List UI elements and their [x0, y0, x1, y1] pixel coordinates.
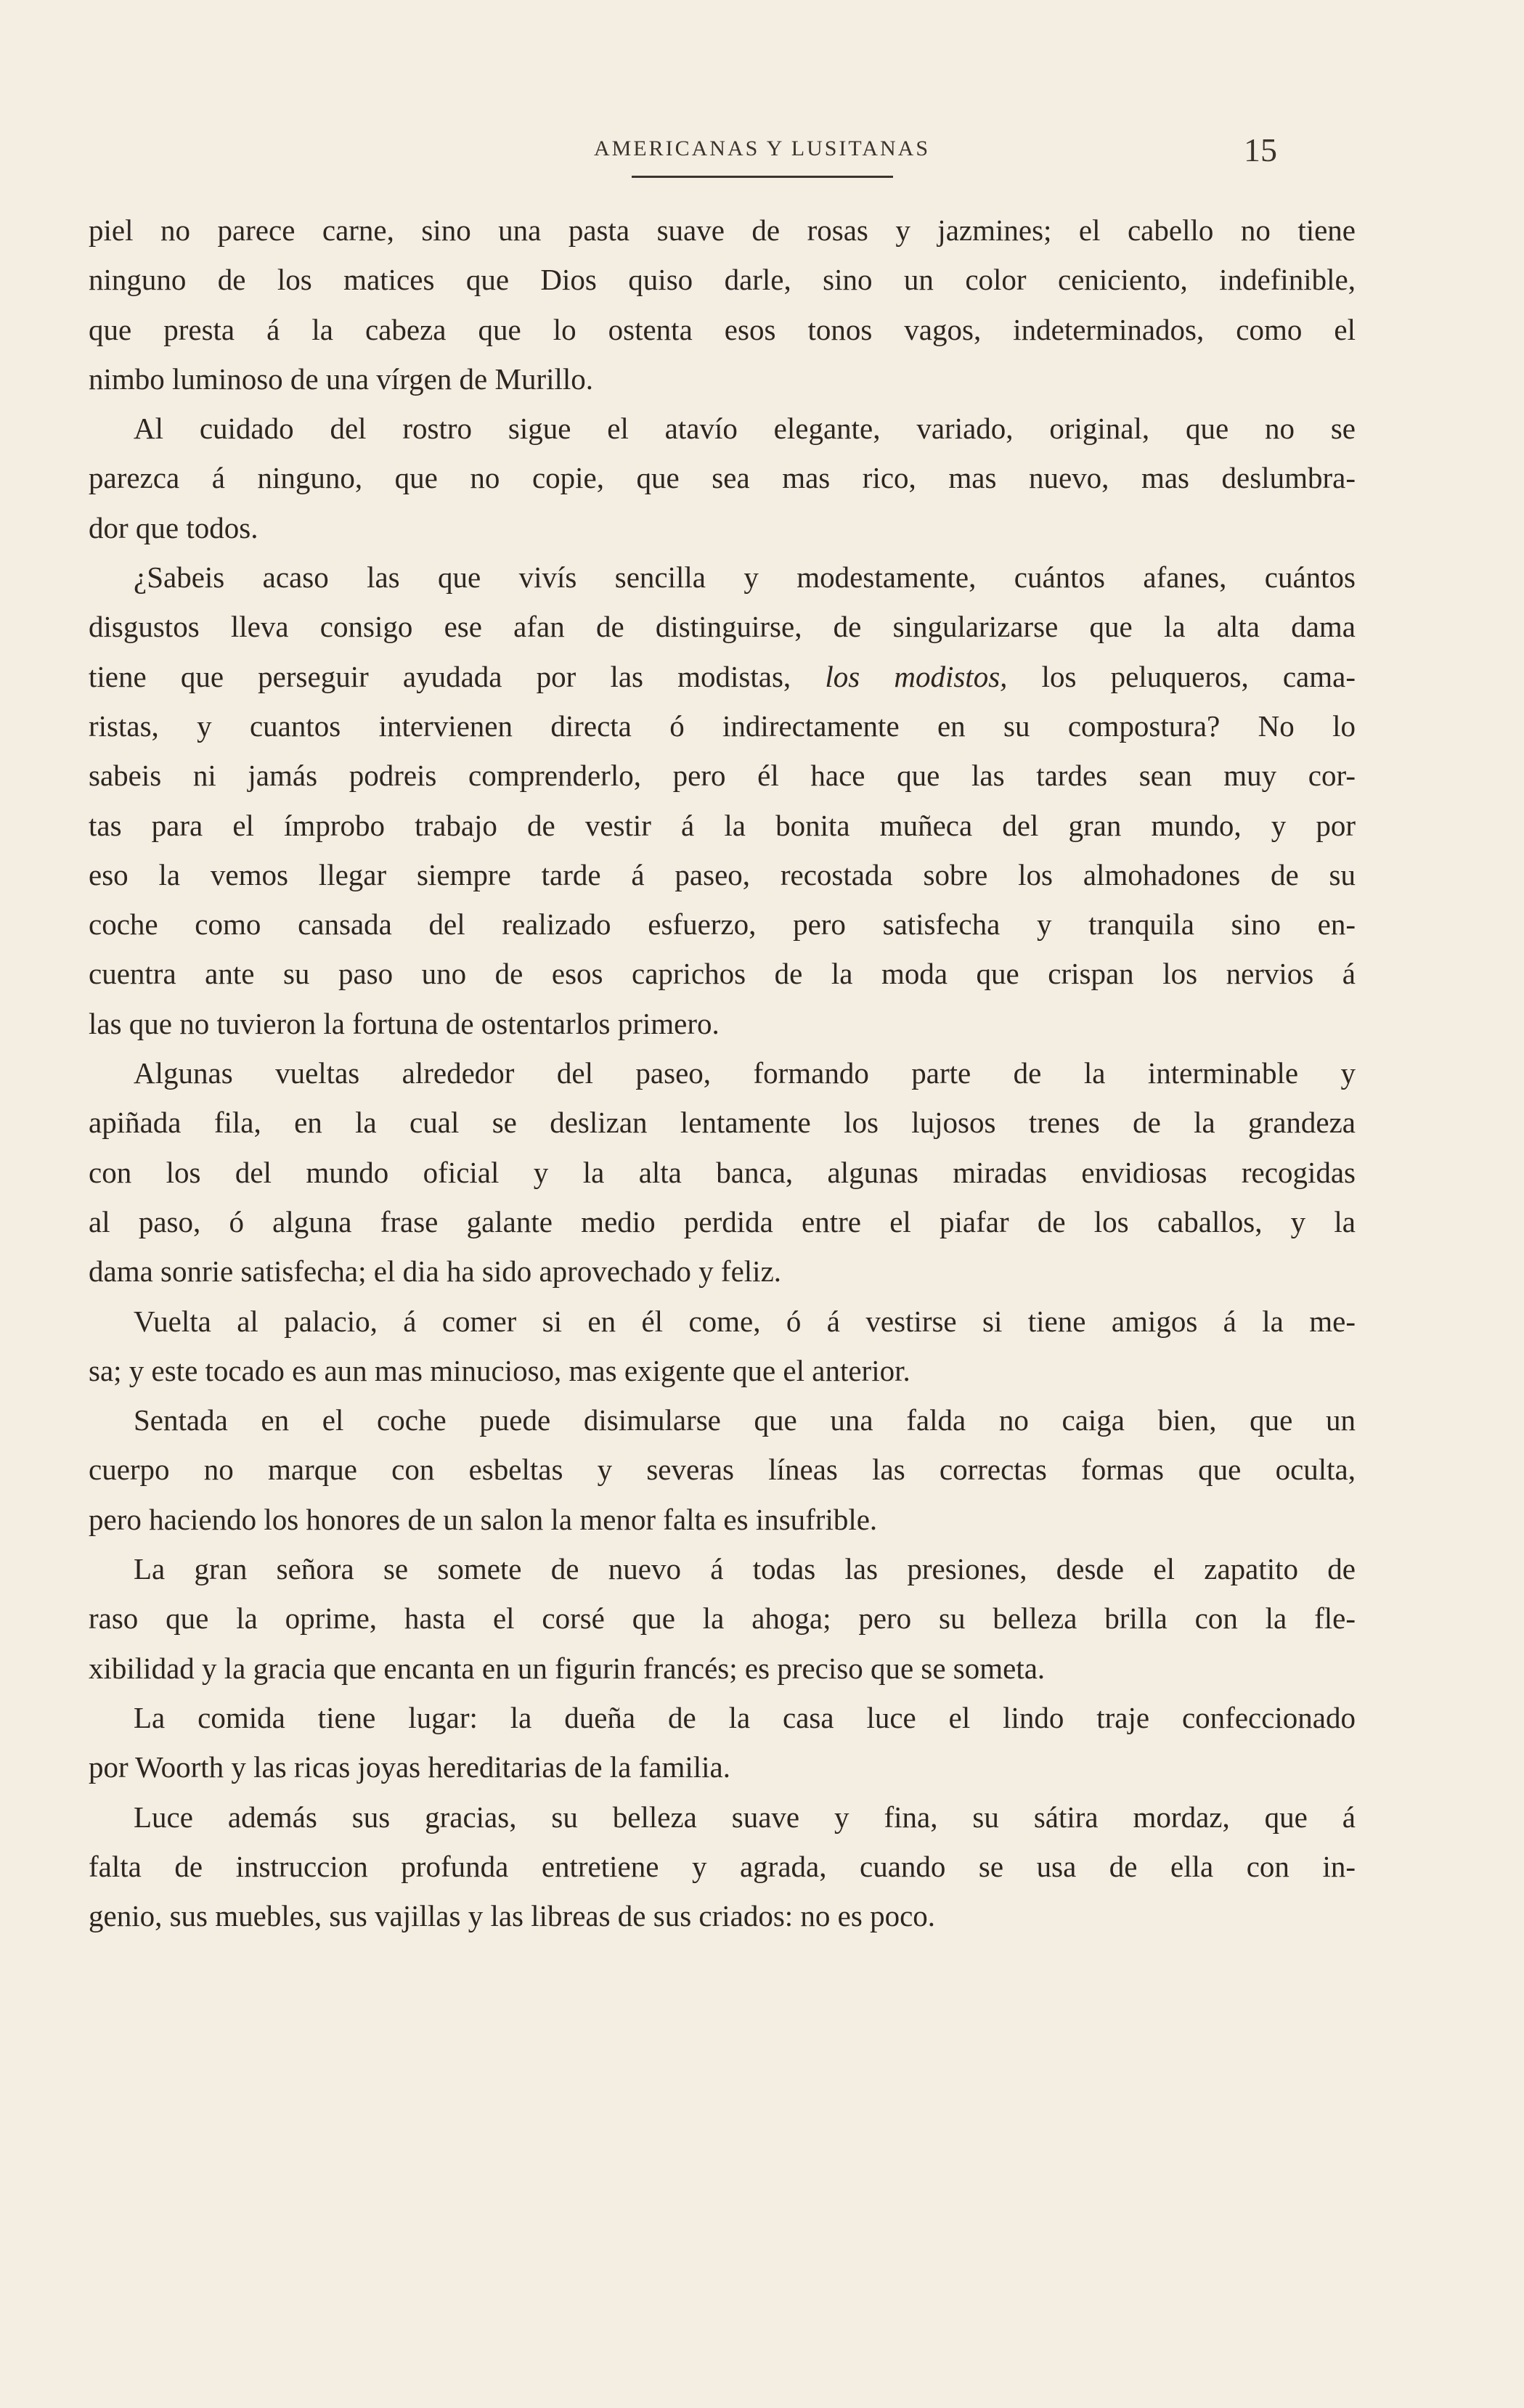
text-line [89, 652, 1356, 701]
text-segment: los peluqueros, cama- [1007, 659, 1356, 693]
text-line: falta de instruccion profunda entretiene y agrada, cuando se usa de ella con in- [89, 1849, 1356, 1883]
text-line: que presta á la cabeza que lo ostenta esos tonos vagos, indeterminados, como el [89, 312, 1356, 346]
text-line: apiñada fila, en la cual se deslizan lentamente los lujosos trenes de la grandeza [89, 1106, 1356, 1140]
text-line: sa; y este tocado es aun mas minucioso, mas exigente que el anterior. [89, 1353, 910, 1387]
text-line: piel no parece carne, sino una pasta suave de rosas y jazmines; el cabello no tiene [89, 213, 1356, 247]
text-line: cuentra ante su paso uno de esos caprichos de la moda que crispan los nervios á [89, 957, 1356, 991]
italic-segment: los modistos, [825, 659, 1008, 693]
text-line: La comida tiene lugar: la dueña de la casa luce el lindo traje confeccionado [134, 1700, 1356, 1734]
text-line: Luce además sus gracias, su belleza suave y fina, su sátira mordaz, que á [134, 1800, 1356, 1834]
text-line: tas para el ímprobo trabajo de vestir á la bonita muñeca del gran mundo, y por [89, 808, 1356, 842]
running-head [0, 131, 1524, 174]
text-line: raso que la oprime, hasta el corsé que la ahoga; pero su belleza brilla con la fle- [89, 1601, 1356, 1636]
text-line: Algunas vueltas alrededor del paseo, formando parte de la interminable y [134, 1056, 1356, 1090]
text-line: las que no tuvieron la fortuna de ostentarlos primero. [89, 1006, 720, 1040]
text-segment: tiene que perseguir ayudada por las modistas, [89, 659, 826, 693]
text-line: Sentada en el coche puede disimularse que una falda no caiga bien, que un [134, 1403, 1356, 1437]
text-line: dor que todos. [89, 510, 258, 544]
body-text [89, 205, 1356, 1940]
text-line: al paso, ó alguna frase galante medio perdida entre el piafar de los caballos, y la [89, 1204, 1356, 1238]
text-line: ristas, y cuantos intervienen directa ó indirectamente en su compostura? No lo [89, 709, 1356, 743]
text-line: eso la vemos llegar siempre tarde á paseo, recostada sobre los almohadones de su [89, 857, 1356, 891]
text-line: coche como cansada del realizado esfuerzo, pero satisfecha y tranquila sino en- [89, 907, 1356, 942]
running-title: AMERICANAS Y LUSITANAS [593, 136, 931, 160]
text-line: nimbo luminoso de una vírgen de Murillo. [89, 362, 594, 396]
text-line: ¿Sabeis acaso las que vivís sencilla y modestamente, cuántos afanes, cuántos [134, 560, 1356, 595]
text-line: por Woorth y las ricas joyas hereditarias de la familia. [89, 1750, 730, 1784]
text-line: sabeis ni jamás podreis comprenderlo, pero él hace que las tardes sean muy cor- [89, 759, 1356, 793]
text-line: disgustos lleva consigo ese afan de distinguirse, de singularizarse que la alta dama [89, 610, 1356, 644]
text-line: cuerpo no marque con esbeltas y severas líneas las correctas formas que oculta, [89, 1453, 1356, 1487]
text-line: ninguno de los matices que Dios quiso darle, sino un color ceniciento, indefinible, [89, 263, 1356, 297]
text-line: con los del mundo oficial y la alta banca, algunas miradas envidiosas recogidas [89, 1155, 1356, 1189]
text-line: La gran señora se somete de nuevo á todas las presiones, desde el zapatito de [134, 1552, 1356, 1586]
text-line: Al cuidado del rostro sigue el atavío elegante, variado, original, que no se [134, 412, 1356, 446]
text-line: dama sonrie satisfecha; el dia ha sido aprovechado y feliz. [89, 1254, 782, 1289]
text-line: genio, sus muebles, sus vajillas y las libreas de sus criados: no es poco. [89, 1899, 936, 1933]
page-number: 15 [1244, 131, 1277, 168]
header-rule [632, 176, 893, 178]
text-line: Vuelta al palacio, á comer si en él come, ó á vestirse si tiene amigos á la me- [134, 1304, 1356, 1338]
text-line: xibilidad y la gracia que encanta en un figurin francés; es preciso que se someta. [89, 1651, 1046, 1685]
text-line: pero haciendo los honores de un salon la menor falta es insufrible. [89, 1502, 878, 1536]
text-line: parezca á ninguno, que no copie, que sea mas rico, mas nuevo, mas deslumbra- [89, 461, 1356, 495]
